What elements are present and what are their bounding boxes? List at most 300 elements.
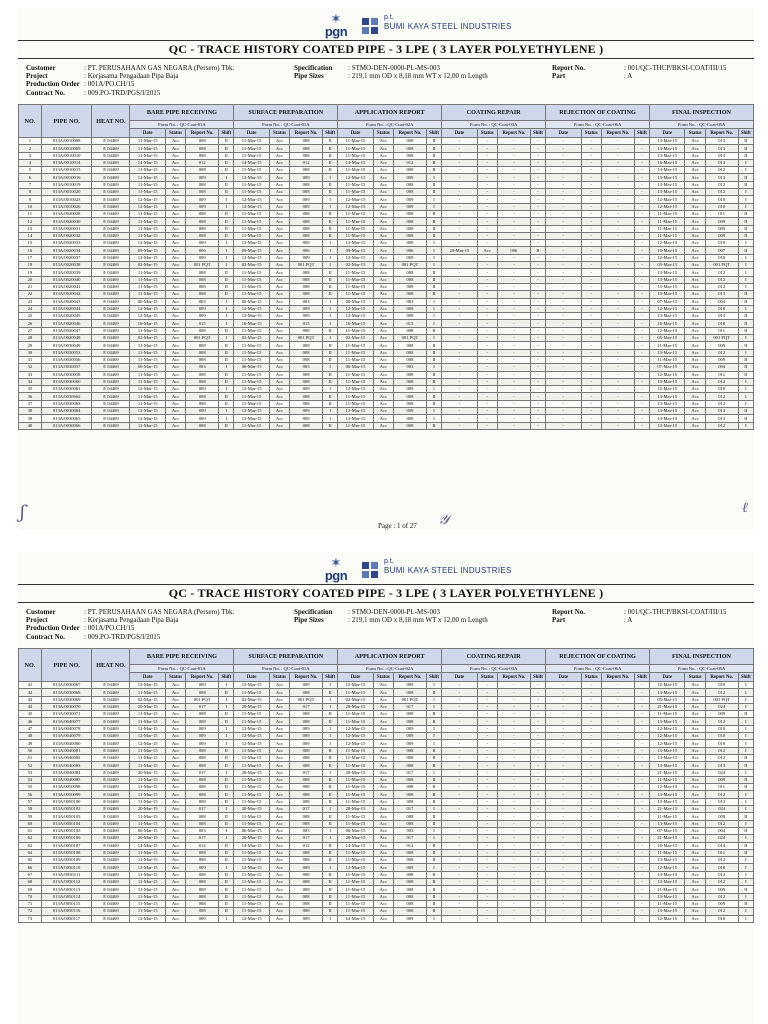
table-cell: II — [323, 820, 338, 827]
table-cell: Acc — [685, 733, 705, 740]
table-cell: - — [497, 276, 530, 283]
table-cell: E 04469 — [92, 145, 130, 152]
table-cell: 11-Mar-15 — [338, 813, 373, 820]
table-cell: 13-Mar-15 — [650, 283, 685, 290]
table-cell: 013A/0010008 — [41, 138, 92, 145]
table-cell: - — [442, 754, 477, 761]
table-cell: I — [323, 174, 338, 181]
table-row — [19, 393, 754, 400]
table-cell: I — [738, 879, 753, 886]
table-cell: 008 — [393, 798, 426, 805]
table-cell: - — [477, 174, 497, 181]
table-cell: 12-Mar-15 — [338, 174, 373, 181]
table-cell: 009 — [393, 240, 426, 247]
table-cell: Acc — [269, 305, 289, 312]
table-cell: 013A/0040082 — [41, 754, 92, 761]
table-cell: 11-Mar-15 — [338, 900, 373, 907]
table-cell: II — [219, 283, 234, 290]
table-cell: 11-Mar-15 — [234, 225, 269, 232]
table-cell: 009 — [393, 254, 426, 261]
table-cell: Acc — [685, 378, 705, 385]
table-cell: - — [581, 269, 601, 276]
table-cell: - — [601, 181, 634, 188]
table-cell: 008 — [290, 886, 323, 893]
table-cell: 44 — [19, 703, 42, 710]
column-header-shift: Shift — [738, 129, 753, 138]
table-cell: I — [219, 240, 234, 247]
table-cell: I — [738, 733, 753, 740]
table-cell: Acc — [373, 696, 393, 703]
table-cell: 017 — [186, 835, 219, 842]
table-cell: II — [323, 842, 338, 849]
table-cell: 008 — [393, 218, 426, 225]
table-cell: 70 — [19, 893, 42, 900]
table-cell: - — [497, 335, 530, 342]
column-header-date: Date — [234, 129, 269, 138]
table-cell: Acc — [373, 371, 393, 378]
table-cell: 012 — [705, 349, 738, 356]
table-cell: - — [442, 342, 477, 349]
table-cell: II — [738, 327, 753, 334]
table-cell: 61 — [19, 827, 42, 834]
table-cell: Acc — [685, 689, 705, 696]
table-cell: - — [477, 820, 497, 827]
table-cell: I — [738, 167, 753, 174]
table-cell: 011 — [705, 784, 738, 791]
table-cell: - — [546, 232, 581, 239]
info-label: Production Order — [26, 80, 80, 89]
table-cell: Acc — [269, 422, 289, 429]
table-cell: 12-Mar-15 — [650, 740, 685, 747]
table-cell: 02-Mar-15 — [234, 696, 269, 703]
table-cell: 11-Mar-15 — [234, 138, 269, 145]
report-page-2 — [18, 552, 754, 1024]
table-cell: - — [546, 820, 581, 827]
table-cell: I — [426, 864, 441, 871]
table-cell: 11-Mar-15 — [338, 893, 373, 900]
table-cell: 11-Mar-15 — [650, 232, 685, 239]
table-cell: - — [442, 167, 477, 174]
table-row — [19, 908, 754, 915]
table-cell: - — [530, 827, 545, 834]
table-cell: E 04469 — [92, 864, 130, 871]
table-cell: 009 — [290, 915, 323, 922]
table-cell: II — [426, 711, 441, 718]
table-cell: 12-Mar-15 — [338, 386, 373, 393]
signature-right: ℓ — [742, 500, 748, 516]
table-cell: Acc — [685, 776, 705, 783]
page-title: QC - TRACE HISTORY COATED PIPE - 3 LPE ( 3 LAYER POLYETHYLENE ) — [168, 42, 604, 56]
table-cell: II — [738, 232, 753, 239]
table-cell: Acc — [373, 254, 393, 261]
table-cell: - — [634, 769, 649, 776]
table-cell: II — [323, 356, 338, 363]
table-cell: 009 — [186, 254, 219, 261]
table-row — [19, 857, 754, 864]
table-cell: Acc — [685, 407, 705, 414]
table-cell: 20-Mar-15 — [338, 835, 373, 842]
table-cell: II — [219, 218, 234, 225]
table-cell: 010 — [705, 733, 738, 740]
table-cell: I — [219, 320, 234, 327]
table-cell: 008 — [393, 893, 426, 900]
signature-left: ʃ — [20, 502, 25, 523]
table-cell: - — [497, 138, 530, 145]
table-cell: 11-Mar-15 — [234, 145, 269, 152]
table-cell: 11-Mar-15 — [234, 232, 269, 239]
project-value: : Kerjasama Pengadaan Pipa Baja — [84, 616, 179, 625]
table-cell: E 04469 — [92, 181, 130, 188]
table-cell: II — [323, 908, 338, 915]
pgn-flame-icon: ✶ — [330, 555, 342, 570]
table-cell: I — [219, 864, 234, 871]
table-cell: II — [426, 798, 441, 805]
table-cell: - — [634, 342, 649, 349]
table-cell: Acc — [373, 298, 393, 305]
table-cell: - — [530, 152, 545, 159]
table-cell: E 04469 — [92, 364, 130, 371]
table-cell: 008 — [393, 276, 426, 283]
table-cell: 13-Mar-15 — [650, 820, 685, 827]
table-cell: II — [738, 813, 753, 820]
table-cell: 009 — [290, 313, 323, 320]
table-cell: - — [530, 900, 545, 907]
table-cell: E 04469 — [92, 327, 130, 334]
table-cell: - — [601, 364, 634, 371]
table-cell: - — [442, 240, 477, 247]
table-cell: - — [477, 835, 497, 842]
table-cell: II — [219, 776, 234, 783]
table-cell: 009 — [290, 407, 323, 414]
table-cell: 69 — [19, 886, 42, 893]
table-cell: 012 — [705, 893, 738, 900]
table-cell: 008 — [290, 798, 323, 805]
table-cell: - — [442, 871, 477, 878]
table-cell: 017 — [290, 835, 323, 842]
table-cell: - — [601, 740, 634, 747]
table-cell: 013A/0050114 — [41, 893, 92, 900]
table-cell: Acc — [373, 718, 393, 725]
table-cell: E 04469 — [92, 269, 130, 276]
table-cell: II — [323, 879, 338, 886]
table-cell: 11-Mar-15 — [234, 152, 269, 159]
table-cell: Acc — [269, 769, 289, 776]
table-cell: 001 PQT — [290, 335, 323, 342]
table-cell: Acc — [373, 138, 393, 145]
info-label: Customer — [26, 64, 56, 72]
column-header-status: Status — [477, 673, 497, 682]
table-cell: Acc — [165, 857, 185, 864]
table-cell: - — [530, 696, 545, 703]
table-cell: - — [581, 386, 601, 393]
table-cell: Acc — [685, 335, 705, 342]
form-number: Form No. : QC-Coat-02A — [338, 665, 442, 673]
table-cell: - — [601, 305, 634, 312]
table-cell: - — [530, 254, 545, 261]
table-cell: - — [530, 159, 545, 166]
table-cell: - — [530, 327, 545, 334]
table-cell: - — [477, 908, 497, 915]
table-cell: Acc — [373, 393, 393, 400]
table-cell: 012 — [705, 791, 738, 798]
table-cell: Acc — [373, 864, 393, 871]
table-cell: Acc — [165, 371, 185, 378]
table-cell: 013 — [705, 152, 738, 159]
table-cell: II — [738, 900, 753, 907]
trace-table-1 — [18, 104, 754, 430]
table-cell: - — [601, 276, 634, 283]
column-header-date: Date — [546, 673, 581, 682]
table-cell: Acc — [165, 203, 185, 210]
table-cell: 008 — [186, 689, 219, 696]
table-cell: Acc — [373, 791, 393, 798]
table-cell: 11-Mar-15 — [338, 879, 373, 886]
table-cell: II — [426, 349, 441, 356]
table-cell: - — [530, 871, 545, 878]
table-cell: - — [442, 305, 477, 312]
table-cell: 11-Mar-15 — [130, 145, 165, 152]
table-cell: Acc — [269, 900, 289, 907]
table-cell: 013A/0050117 — [41, 915, 92, 922]
table-cell: II — [323, 776, 338, 783]
table-cell: II — [219, 232, 234, 239]
table-cell: 017 — [290, 703, 323, 710]
table-cell: Acc — [269, 842, 289, 849]
table-cell: II — [426, 218, 441, 225]
table-cell: I — [426, 196, 441, 203]
table-cell: - — [546, 378, 581, 385]
table-cell: - — [442, 718, 477, 725]
table-cell: 11 — [19, 210, 42, 217]
table-cell: - — [477, 842, 497, 849]
table-cell: Acc — [373, 196, 393, 203]
table-cell: Acc — [373, 203, 393, 210]
table-row — [19, 769, 754, 776]
table-cell: 11-Mar-15 — [130, 269, 165, 276]
table-cell: 008 — [290, 791, 323, 798]
table-cell: 013 — [705, 145, 738, 152]
table-cell: - — [477, 167, 497, 174]
table-cell: E 04469 — [92, 167, 130, 174]
table-cell: - — [581, 240, 601, 247]
table-cell: 12-Mar-15 — [130, 733, 165, 740]
table-cell: Acc — [269, 798, 289, 805]
table-cell: 010 — [705, 915, 738, 922]
table-cell: Acc — [373, 378, 393, 385]
table-cell: Acc — [165, 407, 185, 414]
table-cell: Acc — [685, 167, 705, 174]
table-cell: - — [601, 356, 634, 363]
table-cell: Acc — [165, 813, 185, 820]
table-cell: 10 — [19, 203, 42, 210]
table-cell: 11-Mar-15 — [234, 400, 269, 407]
table-cell: Acc — [685, 827, 705, 834]
table-cell: - — [497, 291, 530, 298]
table-cell: I — [738, 915, 753, 922]
table-cell: 008 — [393, 857, 426, 864]
table-cell: 008 — [290, 762, 323, 769]
table-cell: Acc — [373, 857, 393, 864]
table-cell: - — [477, 342, 497, 349]
table-cell: Acc — [373, 842, 393, 849]
table-cell: - — [530, 196, 545, 203]
table-cell: 12-Mar-15 — [234, 407, 269, 414]
table-cell: - — [581, 762, 601, 769]
table-cell: 008 — [186, 349, 219, 356]
table-cell: Acc — [165, 225, 185, 232]
table-cell: Acc — [165, 835, 185, 842]
table-cell: Acc — [269, 864, 289, 871]
table-cell: II — [738, 776, 753, 783]
table-cell: - — [477, 386, 497, 393]
table-cell: I — [219, 174, 234, 181]
table-cell: Acc — [269, 152, 289, 159]
table-cell: 12-Mar-15 — [234, 725, 269, 732]
table-cell: - — [477, 320, 497, 327]
table-cell: - — [497, 740, 530, 747]
table-cell: Acc — [165, 762, 185, 769]
table-cell: - — [634, 189, 649, 196]
table-cell: - — [530, 703, 545, 710]
table-cell: Acc — [685, 356, 705, 363]
column-header-status: Status — [685, 129, 705, 138]
table-cell: II — [323, 138, 338, 145]
table-cell: - — [581, 908, 601, 915]
table-cell: 010 — [705, 203, 738, 210]
table-cell: - — [581, 159, 601, 166]
table-cell: I — [323, 203, 338, 210]
table-cell: II — [738, 152, 753, 159]
table-cell: - — [581, 349, 601, 356]
table-cell: 54 — [19, 776, 42, 783]
table-cell: 12-Mar-15 — [338, 305, 373, 312]
table-cell: 008 — [290, 393, 323, 400]
table-cell: I — [426, 696, 441, 703]
table-cell: 12-Mar-15 — [338, 740, 373, 747]
table-cell: - — [530, 313, 545, 320]
table-cell: I — [738, 682, 753, 689]
table-cell: I — [323, 769, 338, 776]
table-cell: - — [634, 754, 649, 761]
pgn-logo — [318, 12, 354, 40]
table-cell: Acc — [165, 747, 185, 754]
table-cell: - — [634, 145, 649, 152]
table-cell: I — [219, 682, 234, 689]
table-cell: 67 — [19, 871, 42, 878]
table-cell: 008 — [393, 754, 426, 761]
table-cell: 003 — [393, 827, 426, 834]
table-cell: - — [442, 733, 477, 740]
table-cell: 12-Mar-15 — [234, 313, 269, 320]
table-cell: I — [426, 415, 441, 422]
table-cell: - — [442, 196, 477, 203]
table-cell: II — [426, 400, 441, 407]
table-cell: 13-Mar-15 — [650, 871, 685, 878]
table-cell: 008 — [393, 371, 426, 378]
table-cell: Acc — [269, 232, 289, 239]
table-cell: - — [477, 262, 497, 269]
table-cell: 38 — [19, 407, 42, 414]
table-cell: 06-Mar-15 — [130, 827, 165, 834]
table-cell: 008 — [290, 152, 323, 159]
table-cell: I — [323, 915, 338, 922]
table-cell: I — [426, 835, 441, 842]
table-cell: Acc — [165, 776, 185, 783]
table-row — [19, 269, 754, 276]
table-cell: - — [477, 784, 497, 791]
table-cell: - — [477, 682, 497, 689]
table-cell: - — [601, 240, 634, 247]
column-header-status: Status — [165, 673, 185, 682]
table-cell: - — [601, 696, 634, 703]
table-cell: - — [581, 849, 601, 856]
table-cell: - — [477, 886, 497, 893]
table-cell: 008 — [186, 879, 219, 886]
table-cell: I — [323, 305, 338, 312]
table-cell: - — [546, 886, 581, 893]
table-cell: E 04469 — [92, 806, 130, 813]
table-row — [19, 181, 754, 188]
table-cell: 11-Mar-15 — [130, 349, 165, 356]
table-cell: Acc — [269, 269, 289, 276]
table-cell: 008 — [290, 291, 323, 298]
table-cell: Acc — [685, 703, 705, 710]
table-cell: 37 — [19, 400, 42, 407]
table-cell: - — [497, 422, 530, 429]
table-cell: - — [601, 298, 634, 305]
table-cell: Acc — [165, 725, 185, 732]
table-cell: - — [546, 145, 581, 152]
table-cell: 02-Mar-15 — [234, 335, 269, 342]
table-cell: Acc — [269, 682, 289, 689]
table-cell: Acc — [685, 240, 705, 247]
table-cell: 003 — [186, 827, 219, 834]
table-cell: - — [546, 754, 581, 761]
table-cell: 012 — [705, 747, 738, 754]
table-cell: 008 — [186, 327, 219, 334]
table-cell: 009 — [290, 254, 323, 261]
table-cell: Acc — [373, 386, 393, 393]
table-cell: - — [497, 871, 530, 878]
table-cell: Acc — [165, 138, 185, 145]
table-cell: II — [323, 747, 338, 754]
table-cell: I — [219, 298, 234, 305]
table-cell: Acc — [373, 364, 393, 371]
table-cell: - — [634, 776, 649, 783]
table-cell: 11-Mar-15 — [130, 371, 165, 378]
table-cell: 09-Mar-15 — [130, 247, 165, 254]
table-cell: I — [323, 320, 338, 327]
table-cell: - — [530, 784, 545, 791]
table-cell: - — [442, 857, 477, 864]
table-row — [19, 232, 754, 239]
table-cell: - — [442, 849, 477, 856]
table-cell: Acc — [269, 203, 289, 210]
table-cell: - — [546, 696, 581, 703]
table-cell: 13-Mar-15 — [650, 718, 685, 725]
column-header-report-no: Report No. — [705, 129, 738, 138]
table-cell: 008 — [290, 218, 323, 225]
table-cell: - — [581, 400, 601, 407]
table-cell: - — [634, 784, 649, 791]
table-cell: - — [477, 747, 497, 754]
table-cell: Acc — [685, 400, 705, 407]
pgn-logo — [318, 556, 354, 584]
table-cell: Acc — [165, 422, 185, 429]
table-cell: II — [426, 849, 441, 856]
table-cell: 13-Mar-15 — [650, 407, 685, 414]
table-cell: 008 — [393, 283, 426, 290]
